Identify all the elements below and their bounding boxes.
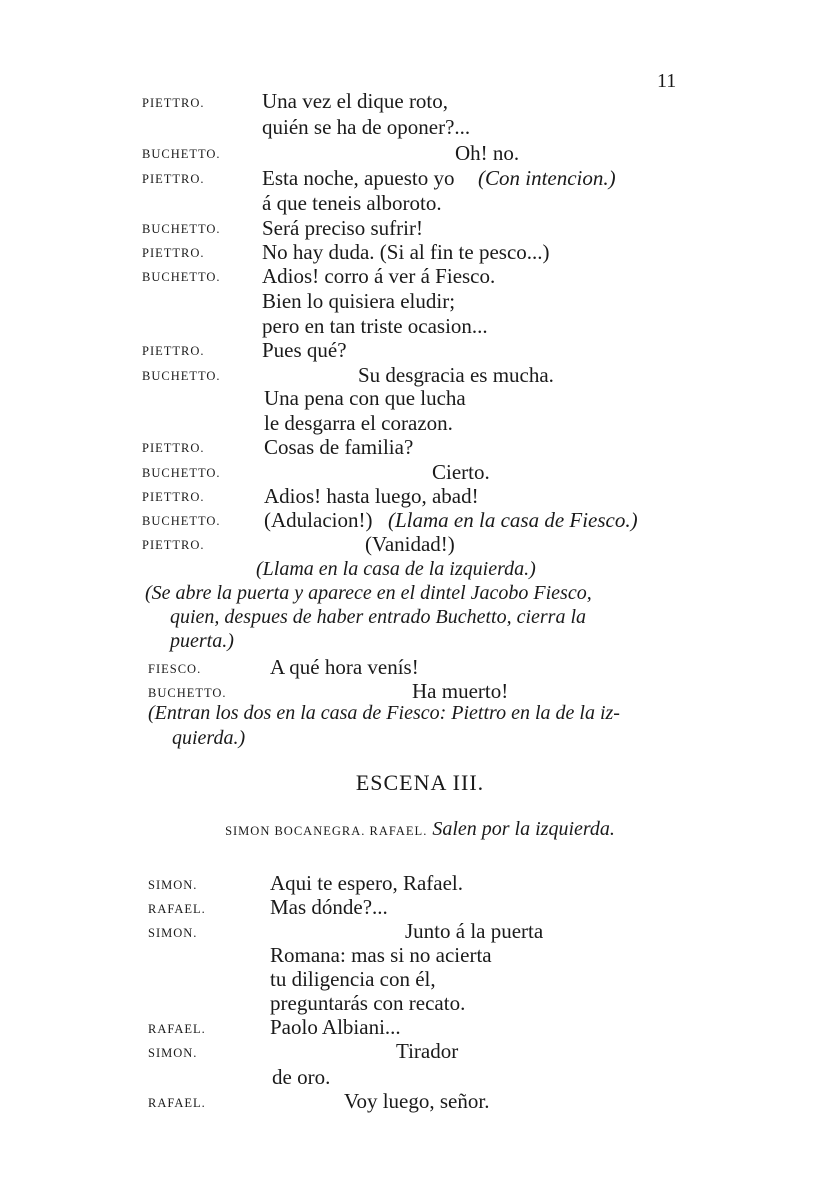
dialogue-line: á que teneis alboroto. — [262, 191, 442, 215]
stage-direction-inline: (Con intencion.) — [478, 166, 616, 190]
speaker-label: SIMON. — [148, 1046, 198, 1060]
stage-direction-inline: (Llama en la casa de Fiesco.) — [388, 508, 638, 532]
speaker-label: BUCHETTO. — [142, 369, 221, 383]
dialogue-line: Tirador — [396, 1039, 459, 1063]
scene-heading: ESCENA III. — [355, 770, 485, 795]
speaker-label: RAFAEL. — [148, 902, 206, 916]
speaker-label: PIETTRO. — [142, 172, 205, 186]
dialogue-line: (Adulacion!) — [264, 508, 373, 532]
dialogue-line: Esta noche, apuesto yo — [262, 166, 455, 190]
dialogue-line: Una vez el dique roto, — [262, 89, 449, 113]
dialogue-line: Pues qué? — [262, 338, 347, 362]
speaker-label: PIETTRO. — [142, 490, 205, 504]
speaker-label: BUCHETTO. — [148, 686, 227, 700]
dialogue-line: tu diligencia con él, — [270, 967, 436, 991]
dialogue-line: Será preciso sufrir! — [262, 216, 423, 240]
dialogue-line: (Vanidad!) — [365, 532, 455, 556]
dialogue-line: le desgarra el corazon. — [264, 411, 453, 435]
speaker-label: BUCHETTO. — [142, 270, 221, 284]
dialogue-line: Una pena con que lucha — [264, 386, 466, 410]
speaker-label: PIETTRO. — [142, 246, 205, 260]
dialogue-line: Voy luego, señor. — [344, 1089, 490, 1113]
dialogue-line: Romana: mas si no acierta — [270, 943, 492, 967]
scene-characters: SIMON BOCANEGRA. RAFAEL. — [225, 824, 428, 838]
stage-direction: quierda.) — [172, 727, 246, 749]
dialogue-line: Adios! corro á ver á Fiesco. — [262, 264, 496, 288]
dialogue-line: Mas dónde?... — [270, 895, 388, 919]
speaker-label: BUCHETTO. — [142, 222, 221, 236]
speaker-label: PIETTRO. — [142, 441, 205, 455]
scene-cast — [0, 818, 840, 841]
dialogue-line: Aqui te espero, Rafael. — [270, 871, 464, 895]
stage-direction: puerta.) — [170, 630, 234, 652]
speaker-label: PIETTRO. — [142, 344, 205, 358]
speaker-label: PIETTRO. — [142, 538, 205, 552]
dialogue-line: Paolo Albiani... — [270, 1015, 401, 1039]
stage-direction: (Entran los dos en la casa de Fiesco: Piettro en la de la iz- — [148, 702, 620, 724]
dialogue-line: Su desgracia es mucha. — [358, 363, 554, 387]
dialogue-line: de oro. — [272, 1065, 331, 1089]
speaker-label: PIETTRO. — [142, 96, 205, 110]
dialogue-line: Cierto. — [432, 460, 490, 484]
speaker-label: SIMON. — [148, 878, 198, 892]
stage-direction: (Se abre la puerta y aparece en el dintel Jacobo Fiesco, — [145, 582, 592, 604]
speaker-label: RAFAEL. — [148, 1096, 206, 1110]
dialogue-line: Bien lo quisiera eludir; — [262, 289, 456, 313]
dialogue-line: quién se ha de oponer?... — [262, 115, 471, 139]
scene-direction: Salen por la izquierda. — [432, 818, 615, 840]
dialogue-line: A qué hora venís! — [270, 655, 419, 679]
speaker-label: BUCHETTO. — [142, 514, 221, 528]
dialogue-line: pero en tan triste ocasion... — [262, 314, 488, 338]
speaker-label: FIESCO. — [148, 662, 202, 676]
dialogue-line: No hay duda. (Si al fin te pesco...) — [262, 240, 550, 264]
speaker-label: RAFAEL. — [148, 1022, 206, 1036]
page-number: 11 — [657, 70, 677, 92]
dialogue-line: preguntarás con recato. — [270, 991, 466, 1015]
stage-direction: (Llama en la casa de la izquierda.) — [256, 558, 536, 580]
dialogue-line: Oh! no. — [455, 141, 520, 165]
speaker-label: BUCHETTO. — [142, 147, 221, 161]
stage-direction: quien, despues de haber entrado Buchetto, cierra la — [170, 606, 587, 628]
dialogue-line: Junto á la puerta — [405, 919, 544, 943]
dialogue-line: Cosas de familia? — [264, 435, 414, 459]
speaker-label: BUCHETTO. — [142, 466, 221, 480]
dialogue-line: Adios! hasta luego, abad! — [264, 484, 479, 508]
speaker-label: SIMON. — [148, 926, 198, 940]
dialogue-line: Ha muerto! — [412, 679, 509, 703]
